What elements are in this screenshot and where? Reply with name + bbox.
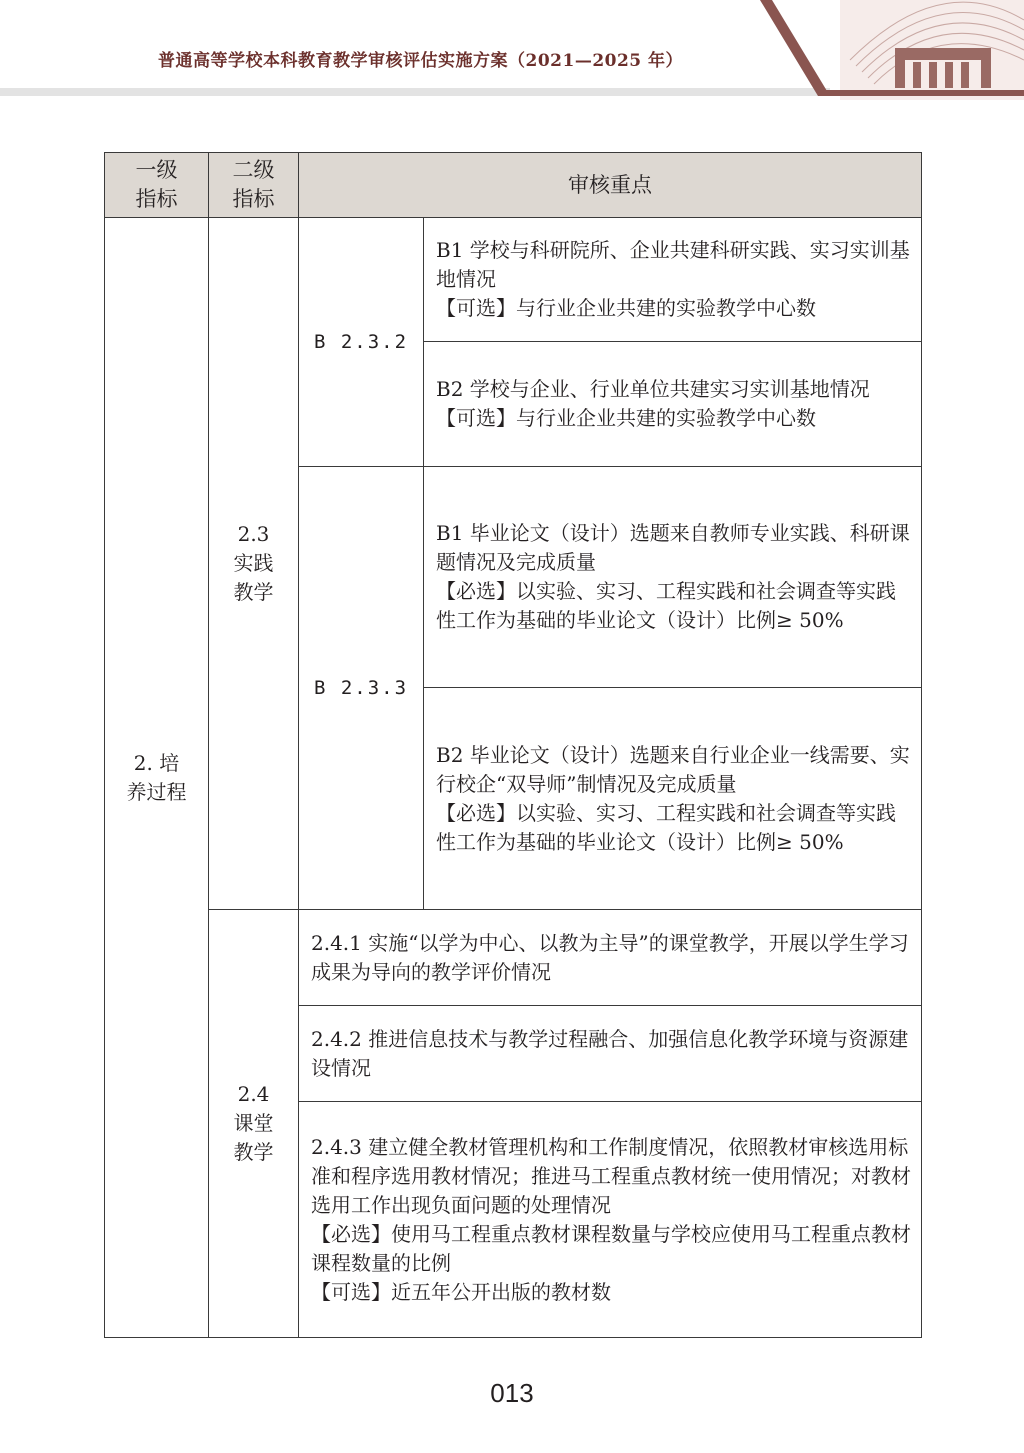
b233-b1-content — [424, 467, 922, 688]
header-accent-band — [818, 90, 1024, 96]
level2-indicator-2-4: 2.4 课堂 教学 — [209, 910, 299, 1338]
item-2-4-3-required: 【必选】使用马工程重点教材课程数量与学校应使用马工程重点教材课程数量的比例 — [311, 1221, 911, 1275]
header-level2-indicator: 二级 指标 — [209, 153, 299, 218]
level2-indicator-2-3: 2.3 实践 教学 — [209, 218, 299, 910]
level1-indicator-cell: 2. 培 养过程 — [105, 218, 209, 1338]
page-number: 013 — [490, 1378, 534, 1408]
b232-b2-content — [424, 342, 922, 467]
item-2-4-3-content — [299, 1102, 922, 1338]
item-2-4-3-text: 2.4.3 建立健全教材管理机构和工作制度情况，依照教材审核选用标准和程序选用教材情况；推进马工程重点教材统一使用情况；对教材选用工作出现负面问题的处理情况 — [311, 1134, 911, 1217]
header-gray-band — [0, 88, 830, 96]
b232-b2-optional: 【可选】与行业企业共建的实验教学中心数 — [436, 406, 816, 430]
header-diagonal-stripe — [760, 0, 830, 96]
header-review-focus: 审核重点 — [299, 153, 922, 218]
b233-b2-required: 【必选】以实验、实习、工程实践和社会调查等实践性工作为基础的毕业论文（设计）比例≥ 50% — [436, 800, 896, 854]
document-header-title: 普通高等学校本科教育教学审核评估实施方案（2021—2025 年） — [158, 51, 684, 71]
b233-b1-required: 【必选】以实验、实习、工程实践和社会调查等实践性工作为基础的毕业论文（设计）比例≥ 50% — [436, 579, 896, 632]
table-header-row — [105, 153, 922, 218]
review-indicator-table — [104, 152, 922, 1338]
b233-b2-text: B2 毕业论文（设计）选题来自行业企业一线需要、实行校企“双导师”制情况及完成质量 — [436, 742, 910, 796]
b232-b1-optional: 【可选】与行业企业共建的实验教学中心数 — [436, 296, 816, 320]
b232-b1-text: B1 学校与科研院所、企业共建科研实践、实习实训基地情况 — [436, 238, 910, 291]
item-2-4-3-optional: 【可选】近五年公开出版的教材数 — [311, 1279, 611, 1304]
b232-b1-content — [424, 218, 922, 342]
table-row — [105, 910, 922, 1006]
b232-b2-text: B2 学校与企业、行业单位共建实习实训基地情况 — [436, 377, 870, 401]
b233-b2-content — [424, 688, 922, 910]
item-2-4-2-content — [299, 1006, 922, 1102]
header-level1-indicator: 一级 指标 — [105, 153, 209, 218]
item-2-4-2-text: 2.4.2 推进信息技术与教学过程融合、加强信息化教学环境与资源建设情况 — [311, 1026, 909, 1080]
table-row — [105, 218, 922, 342]
b233-b1-text: B1 毕业论文（设计）选题来自教师专业实践、科研课题情况及完成质量 — [436, 521, 910, 574]
item-2-4-1-content — [299, 910, 922, 1006]
code-b-2-3-3: B 2.3.3 — [299, 467, 424, 910]
code-b-2-3-2: B 2.3.2 — [299, 218, 424, 467]
item-2-4-1-text: 2.4.1 实施“以学为中心、以教为主导”的课堂教学，开展以学生学习成果为导向的教学评价情况 — [311, 930, 909, 984]
